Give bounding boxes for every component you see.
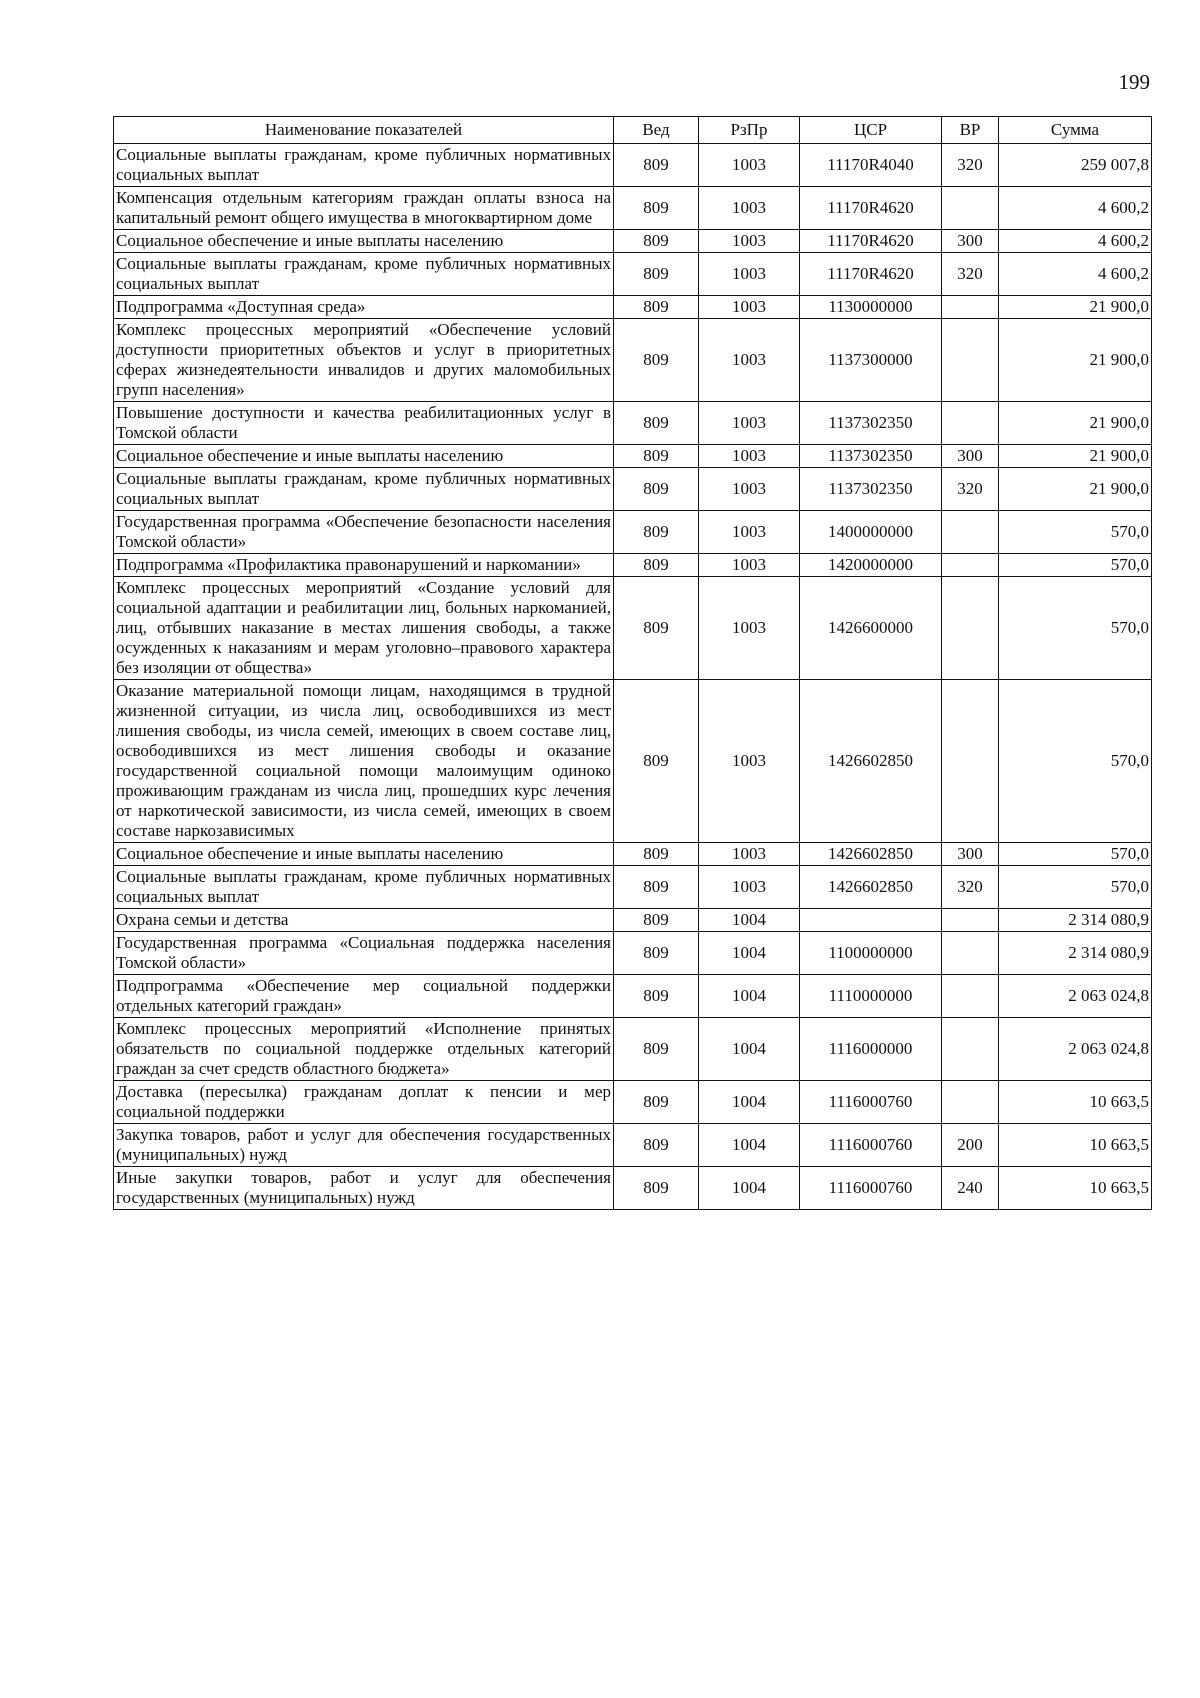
cell-sum: 21 900,0 xyxy=(999,319,1152,402)
cell-rzpr: 1003 xyxy=(699,253,800,296)
cell-csr: 1137302350 xyxy=(800,402,942,445)
table-row xyxy=(114,975,1152,1018)
cell-vr xyxy=(942,680,999,843)
cell-ved: 809 xyxy=(614,296,699,319)
cell-ved: 809 xyxy=(614,680,699,843)
cell-name: Социальные выплаты гражданам, кроме публичных нормативных социальных выплат xyxy=(114,144,614,187)
cell-rzpr: 1004 xyxy=(699,1018,800,1081)
cell-ved: 809 xyxy=(614,187,699,230)
cell-rzpr: 1004 xyxy=(699,975,800,1018)
cell-vr: 300 xyxy=(942,445,999,468)
cell-csr: 1426602850 xyxy=(800,866,942,909)
header-sum: Сумма xyxy=(999,117,1152,144)
cell-vr: 300 xyxy=(942,230,999,253)
cell-name: Социальное обеспечение и иные выплаты населению xyxy=(114,445,614,468)
table-row xyxy=(114,843,1152,866)
cell-name: Социальное обеспечение и иные выплаты населению xyxy=(114,230,614,253)
cell-name: Государственная программа «Обеспечение безопасности населения Томской области» xyxy=(114,511,614,554)
cell-name: Комплекс процессных мероприятий «Исполнение принятых обязательств по социальной поддержке отдельных категорий граждан за счет средств областного бюджета» xyxy=(114,1018,614,1081)
cell-sum: 10 663,5 xyxy=(999,1124,1152,1167)
cell-rzpr: 1003 xyxy=(699,187,800,230)
cell-ved: 809 xyxy=(614,1081,699,1124)
cell-sum: 570,0 xyxy=(999,843,1152,866)
cell-rzpr: 1004 xyxy=(699,1081,800,1124)
cell-sum: 570,0 xyxy=(999,866,1152,909)
cell-csr: 1400000000 xyxy=(800,511,942,554)
cell-name: Социальные выплаты гражданам, кроме публичных нормативных социальных выплат xyxy=(114,866,614,909)
cell-ved: 809 xyxy=(614,253,699,296)
cell-csr: 1100000000 xyxy=(800,932,942,975)
table-row xyxy=(114,1124,1152,1167)
cell-rzpr: 1003 xyxy=(699,296,800,319)
cell-vr: 320 xyxy=(942,866,999,909)
cell-csr: 1116000000 xyxy=(800,1018,942,1081)
cell-rzpr: 1003 xyxy=(699,866,800,909)
cell-name: Комплекс процессных мероприятий «Обеспечение условий доступности приоритетных объектов и услуг в приоритетных сферах жизнедеятельности инвалидов и других маломобильных групп населения» xyxy=(114,319,614,402)
cell-vr xyxy=(942,932,999,975)
table-row xyxy=(114,230,1152,253)
cell-ved: 809 xyxy=(614,319,699,402)
table-row xyxy=(114,511,1152,554)
cell-vr xyxy=(942,554,999,577)
cell-rzpr: 1003 xyxy=(699,511,800,554)
table-row xyxy=(114,1167,1152,1210)
cell-vr xyxy=(942,1081,999,1124)
cell-csr: 1426600000 xyxy=(800,577,942,680)
cell-csr: 1116000760 xyxy=(800,1124,942,1167)
cell-sum: 2 314 080,9 xyxy=(999,909,1152,932)
cell-ved: 809 xyxy=(614,445,699,468)
cell-vr xyxy=(942,319,999,402)
cell-csr: 11170R4040 xyxy=(800,144,942,187)
cell-rzpr: 1004 xyxy=(699,1167,800,1210)
cell-sum: 4 600,2 xyxy=(999,253,1152,296)
table-row xyxy=(114,680,1152,843)
cell-name: Социальные выплаты гражданам, кроме публичных нормативных социальных выплат xyxy=(114,253,614,296)
cell-vr xyxy=(942,1018,999,1081)
cell-vr xyxy=(942,577,999,680)
cell-vr xyxy=(942,187,999,230)
table-row xyxy=(114,319,1152,402)
table-row xyxy=(114,402,1152,445)
cell-csr: 1137302350 xyxy=(800,445,942,468)
cell-vr: 300 xyxy=(942,843,999,866)
cell-csr: 1116000760 xyxy=(800,1167,942,1210)
table-row xyxy=(114,1081,1152,1124)
cell-csr xyxy=(800,909,942,932)
header-name: Наименование показателей xyxy=(114,117,614,144)
cell-csr: 1130000000 xyxy=(800,296,942,319)
header-vr: ВР xyxy=(942,117,999,144)
cell-name: Оказание материальной помощи лицам, находящимся в трудной жизненной ситуации, из числа лиц, освободившихся из мест лишения свободы, из числа семей, имеющих в своем составе лиц, освободившихся из мест лишения свободы и оказание государственной социальной помощи малоимущим одиноко проживающим гражданам из числа лиц, прошедших курс лечения от наркотической зависимости, из числа семей, имеющих в своем составе наркозависимых xyxy=(114,680,614,843)
cell-vr xyxy=(942,402,999,445)
cell-vr: 320 xyxy=(942,253,999,296)
cell-ved: 809 xyxy=(614,866,699,909)
table-row xyxy=(114,932,1152,975)
table-row xyxy=(114,468,1152,511)
cell-sum: 21 900,0 xyxy=(999,445,1152,468)
cell-vr xyxy=(942,975,999,1018)
table-row xyxy=(114,909,1152,932)
cell-rzpr: 1003 xyxy=(699,577,800,680)
cell-name: Социальное обеспечение и иные выплаты населению xyxy=(114,843,614,866)
header-csr: ЦСР xyxy=(800,117,942,144)
table-header-row xyxy=(114,117,1152,144)
cell-sum: 2 314 080,9 xyxy=(999,932,1152,975)
cell-ved: 809 xyxy=(614,511,699,554)
cell-ved: 809 xyxy=(614,1018,699,1081)
cell-sum: 21 900,0 xyxy=(999,402,1152,445)
cell-ved: 809 xyxy=(614,1167,699,1210)
cell-csr: 1137300000 xyxy=(800,319,942,402)
cell-rzpr: 1003 xyxy=(699,402,800,445)
cell-name: Комплекс процессных мероприятий «Создание условий для социальной адаптации и реабилитации лиц, больных наркоманией, лиц, отбывших наказание в местах лишения свободы, а также осужденных к наказаниям и мерам уголовно–правового характера без изоляции от общества» xyxy=(114,577,614,680)
cell-rzpr: 1003 xyxy=(699,230,800,253)
cell-csr: 1426602850 xyxy=(800,680,942,843)
cell-ved: 809 xyxy=(614,577,699,680)
cell-name: Охрана семьи и детства xyxy=(114,909,614,932)
cell-ved: 809 xyxy=(614,932,699,975)
cell-ved: 809 xyxy=(614,554,699,577)
table-row xyxy=(114,144,1152,187)
cell-sum: 10 663,5 xyxy=(999,1081,1152,1124)
cell-name: Подпрограмма «Доступная среда» xyxy=(114,296,614,319)
cell-csr: 11170R4620 xyxy=(800,187,942,230)
cell-ved: 809 xyxy=(614,144,699,187)
cell-ved: 809 xyxy=(614,909,699,932)
cell-ved: 809 xyxy=(614,1124,699,1167)
cell-name: Доставка (пересылка) гражданам доплат к пенсии и мер социальной поддержки xyxy=(114,1081,614,1124)
table-row xyxy=(114,187,1152,230)
table-row xyxy=(114,445,1152,468)
cell-sum: 259 007,8 xyxy=(999,144,1152,187)
cell-ved: 809 xyxy=(614,975,699,1018)
table-body xyxy=(114,144,1152,1210)
cell-vr xyxy=(942,909,999,932)
cell-sum: 4 600,2 xyxy=(999,230,1152,253)
cell-name: Государственная программа «Социальная поддержка населения Томской области» xyxy=(114,932,614,975)
cell-sum: 2 063 024,8 xyxy=(999,975,1152,1018)
cell-ved: 809 xyxy=(614,402,699,445)
cell-vr: 240 xyxy=(942,1167,999,1210)
cell-rzpr: 1003 xyxy=(699,843,800,866)
cell-sum: 10 663,5 xyxy=(999,1167,1152,1210)
table-row xyxy=(114,554,1152,577)
cell-name: Компенсация отдельным категориям граждан оплаты взноса на капитальный ремонт общего имущества в многоквартирном доме xyxy=(114,187,614,230)
cell-sum: 21 900,0 xyxy=(999,468,1152,511)
cell-name: Подпрограмма «Обеспечение мер социальной поддержки отдельных категорий граждан» xyxy=(114,975,614,1018)
budget-table xyxy=(113,116,1152,1210)
cell-ved: 809 xyxy=(614,230,699,253)
cell-csr: 1426602850 xyxy=(800,843,942,866)
cell-rzpr: 1004 xyxy=(699,909,800,932)
cell-csr: 11170R4620 xyxy=(800,253,942,296)
table-row xyxy=(114,866,1152,909)
cell-sum: 4 600,2 xyxy=(999,187,1152,230)
cell-name: Иные закупки товаров, работ и услуг для обеспечения государственных (муниципальных) нужд xyxy=(114,1167,614,1210)
cell-sum: 21 900,0 xyxy=(999,296,1152,319)
cell-csr: 1116000760 xyxy=(800,1081,942,1124)
cell-vr: 320 xyxy=(942,144,999,187)
cell-sum: 2 063 024,8 xyxy=(999,1018,1152,1081)
cell-rzpr: 1003 xyxy=(699,445,800,468)
cell-name: Подпрограмма «Профилактика правонарушений и наркомании» xyxy=(114,554,614,577)
cell-csr: 11170R4620 xyxy=(800,230,942,253)
cell-name: Социальные выплаты гражданам, кроме публичных нормативных социальных выплат xyxy=(114,468,614,511)
cell-vr: 320 xyxy=(942,468,999,511)
cell-rzpr: 1003 xyxy=(699,554,800,577)
cell-vr xyxy=(942,296,999,319)
cell-vr xyxy=(942,511,999,554)
cell-rzpr: 1003 xyxy=(699,319,800,402)
header-ved: Вед xyxy=(614,117,699,144)
cell-ved: 809 xyxy=(614,468,699,511)
cell-name: Закупка товаров, работ и услуг для обеспечения государственных (муниципальных) нужд xyxy=(114,1124,614,1167)
cell-sum: 570,0 xyxy=(999,554,1152,577)
cell-sum: 570,0 xyxy=(999,511,1152,554)
table-row xyxy=(114,577,1152,680)
cell-csr: 1420000000 xyxy=(800,554,942,577)
cell-rzpr: 1004 xyxy=(699,1124,800,1167)
cell-csr: 1137302350 xyxy=(800,468,942,511)
cell-rzpr: 1003 xyxy=(699,680,800,843)
table-row xyxy=(114,253,1152,296)
header-rzpr: РзПр xyxy=(699,117,800,144)
table-row xyxy=(114,296,1152,319)
cell-rzpr: 1003 xyxy=(699,468,800,511)
cell-rzpr: 1003 xyxy=(699,144,800,187)
table-row xyxy=(114,1018,1152,1081)
cell-name: Повышение доступности и качества реабилитационных услуг в Томской области xyxy=(114,402,614,445)
cell-rzpr: 1004 xyxy=(699,932,800,975)
cell-vr: 200 xyxy=(942,1124,999,1167)
cell-ved: 809 xyxy=(614,843,699,866)
page-number: 199 xyxy=(1118,70,1150,94)
cell-csr: 1110000000 xyxy=(800,975,942,1018)
cell-sum: 570,0 xyxy=(999,680,1152,843)
cell-sum: 570,0 xyxy=(999,577,1152,680)
